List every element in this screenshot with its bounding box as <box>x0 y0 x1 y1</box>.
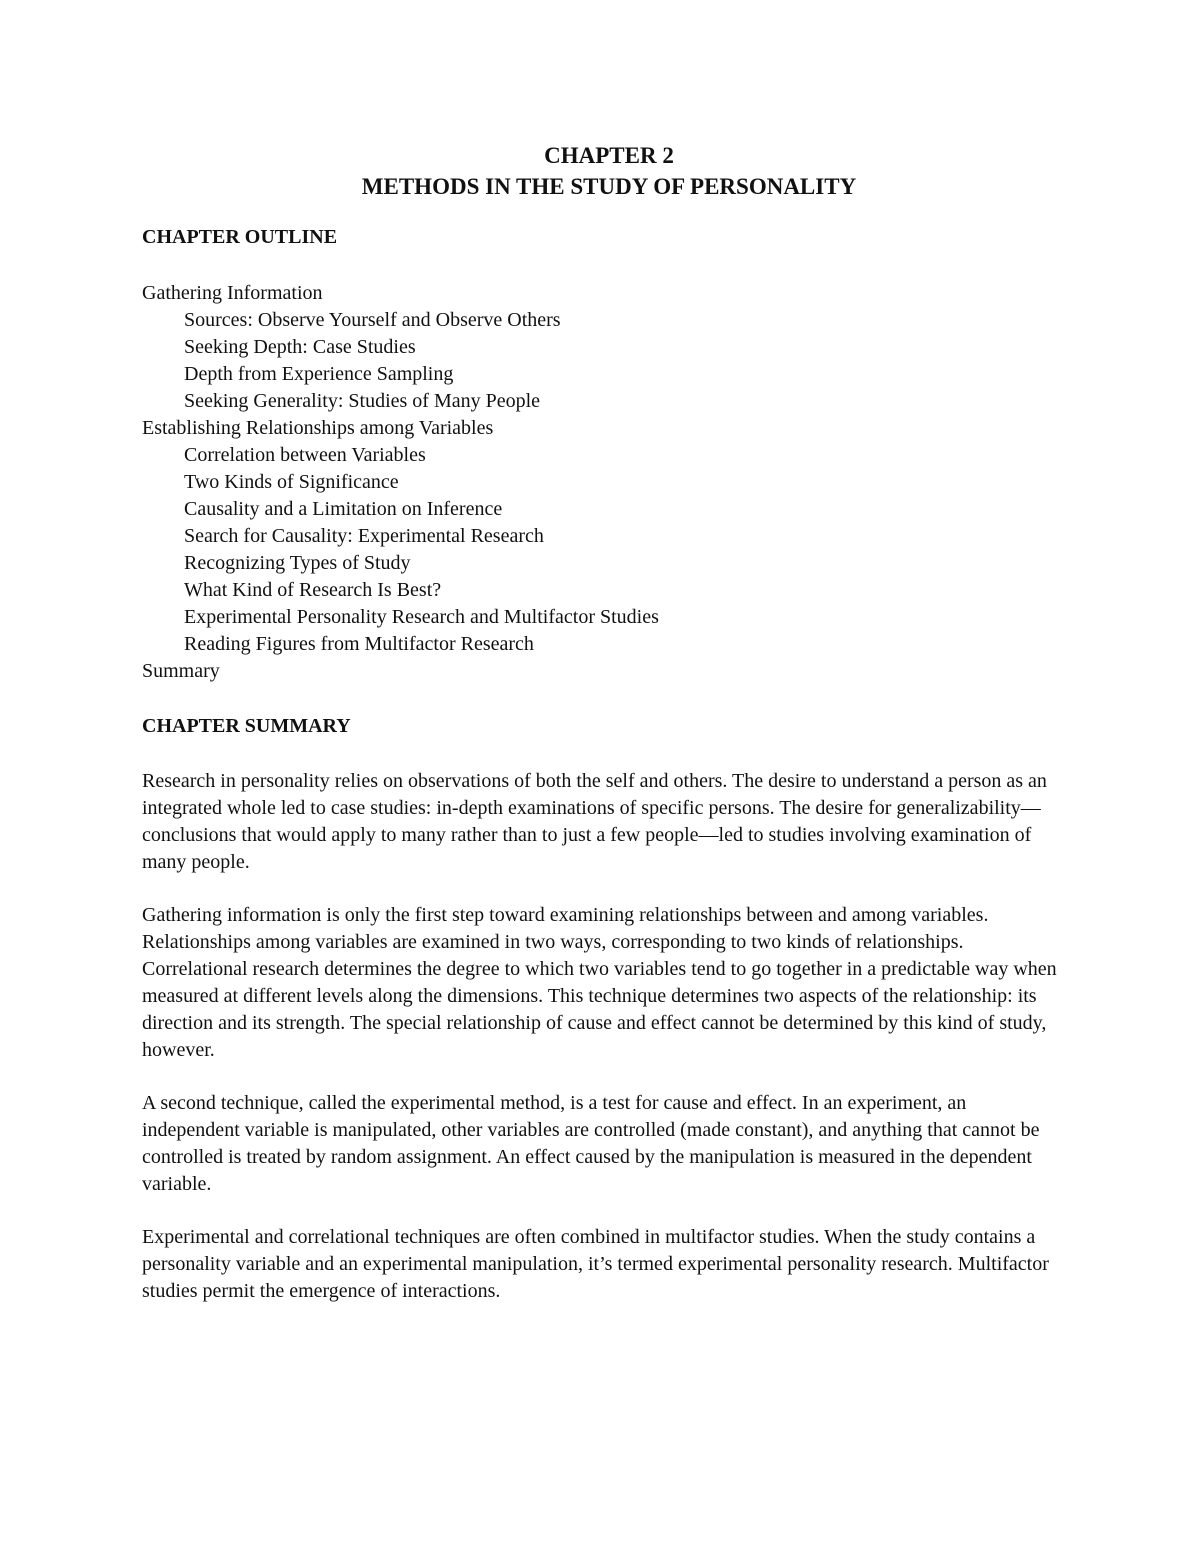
outline-item: Search for Causality: Experimental Research <box>184 525 544 547</box>
outline-item: Depth from Experience Sampling <box>184 363 454 385</box>
outline-item: Correlation between Variables <box>184 444 426 466</box>
outline-item: Seeking Depth: Case Studies <box>184 336 416 358</box>
outline-item: Sources: Observe Yourself and Observe Others <box>184 309 561 331</box>
summary-paragraph: Gathering information is only the first step toward examining relationships between and among variables. Relationships among variables are examined in two ways, corresponding to two kinds of relationships. Correlational research determines the degree to which two variables tend to go together in a predictable way when measured at different levels along the dimensions. This technique determines two aspects of the relationship: its direction and its strength. The special relationship of cause and effect cannot be determined by this kind of study, however. <box>142 904 1057 1061</box>
document-page <box>142 140 1062 1305</box>
outline-item: Causality and a Limitation on Inference <box>184 498 503 520</box>
outline-item: Two Kinds of Significance <box>184 471 399 493</box>
outline-item: Experimental Personality Research and Multifactor Studies <box>184 606 659 628</box>
outline-item: Seeking Generality: Studies of Many People <box>184 390 541 412</box>
chapter-title: METHODS IN THE STUDY OF PERSONALITY <box>361 174 857 199</box>
summary-paragraph: Experimental and correlational techniques are often combined in multifactor studies. When the study contains a personality variable and an experimental manipulation, it’s termed experimental personality research. Multifactor studies permit the emergence of interactions. <box>142 1226 1049 1302</box>
outline-item: Gathering Information <box>142 282 323 304</box>
summary-heading: CHAPTER SUMMARY <box>142 715 351 737</box>
outline-item: Summary <box>142 660 220 682</box>
summary-paragraph: A second technique, called the experimental method, is a test for cause and effect. In an experiment, an independent variable is manipulated, other variables are controlled (made constant), and anything that cannot be controlled is treated by random assignment. An effect caused by the manipulation is measured in the dependent variable. <box>142 1092 1040 1195</box>
chapter-outline <box>142 280 1062 685</box>
outline-item: Recognizing Types of Study <box>184 552 411 574</box>
outline-item: What Kind of Research Is Best? <box>184 579 442 601</box>
summary-paragraph: Research in personality relies on observations of both the self and others. The desire to understand a person as an integrated whole led to case studies: in-depth examinations of specific persons. The desire for generalizability—conclusions that would apply to many rather than to just a few people—led to studies involving examination of many people. <box>142 770 1047 873</box>
outline-heading: CHAPTER OUTLINE <box>142 226 338 248</box>
outline-item: Reading Figures from Multifactor Research <box>184 633 534 655</box>
outline-item: Establishing Relationships among Variables <box>142 417 494 439</box>
chapter-number: CHAPTER 2 <box>544 143 674 168</box>
